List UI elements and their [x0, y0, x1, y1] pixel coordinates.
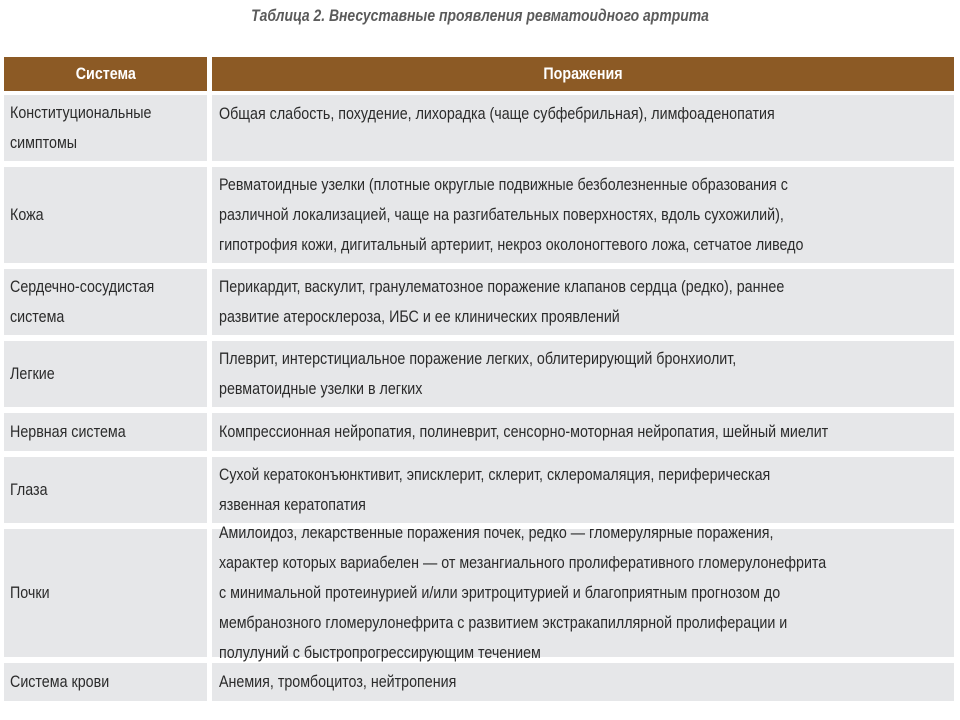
table-header-row — [4, 57, 954, 91]
system-cell — [4, 529, 207, 657]
table-row — [4, 341, 954, 407]
lesions-text: Амилоидоз, лекарственные поражения почек, редко — гломерулярные поражения, характер которых вариабелен — от мезангиального пролиферативного гломерулонефрита с минимальной протеинурией и/или эритроцитурией и благоприятным прогнозом до мембранозного гломерулонефрита с развитием экстракапиллярной пролиферации и полулуний с быстропрогрессирующим течением — [219, 523, 827, 662]
table-caption: Таблица 2. Внесуставные проявления ревматоидного артрита — [251, 6, 709, 25]
header-cell-lesions — [212, 57, 954, 91]
extra-articular-manifestations-table — [4, 57, 954, 701]
lesions-cell — [212, 663, 954, 701]
system-name: Нервная система — [10, 422, 126, 441]
system-cell — [4, 167, 207, 263]
table-row — [4, 269, 954, 335]
system-cell — [4, 663, 207, 701]
lesions-cell — [212, 95, 954, 161]
system-cell — [4, 457, 207, 523]
system-name: Легкие — [10, 364, 55, 383]
lesions-text: Компрессионная нейропатия, полиневрит, сенсорно-моторная нейропатия, шейный миелит — [219, 422, 829, 441]
system-cell — [4, 341, 207, 407]
lesions-cell — [212, 413, 954, 451]
table-row — [4, 95, 954, 161]
lesions-cell — [212, 457, 954, 523]
header-cell-system — [4, 57, 207, 91]
system-cell — [4, 413, 207, 451]
system-name: Кожа — [10, 205, 44, 224]
system-name: Почки — [10, 583, 50, 602]
lesions-cell — [212, 523, 954, 662]
table-row — [4, 457, 954, 523]
header-lesions-label: Поражения — [543, 64, 623, 83]
lesions-cell — [212, 269, 954, 335]
table-row — [4, 413, 954, 451]
table-row — [4, 523, 954, 662]
system-name: Система крови — [10, 672, 110, 691]
lesions-cell — [212, 341, 954, 407]
system-name: Сердечно-сосудистая система — [10, 277, 155, 326]
lesions-text: Ревматоидные узелки (плотные округлые подвижные безболезненные образования с различной локализацией, чаще на разгибательных поверхностях, вдоль сухожилий), гипотрофия кожи, дигитальный артериит, некроз околоногтевого ложа, сетчатое ливедо — [219, 175, 804, 254]
lesions-cell — [212, 167, 954, 263]
table-row — [4, 663, 954, 701]
table-row — [4, 167, 954, 263]
lesions-text: Общая слабость, похудение, лихорадка (чаще субфебрильная), лимфоаденопатия — [219, 104, 775, 123]
header-system-label: Система — [75, 64, 136, 83]
lesions-text: Анемия, тромбоцитоз, нейтропения — [219, 672, 457, 691]
lesions-text: Перикардит, васкулит, гранулематозное поражение клапанов сердца (редко), раннее развитие атеросклероза, ИБС и ее клинических проявлений — [219, 277, 785, 326]
system-name: Конституциональные симптомы — [10, 103, 152, 152]
system-cell — [4, 95, 207, 161]
lesions-text: Сухой кератоконъюнктивит, эписклерит, склерит, склеромаляция, периферическая язвенная кератопатия — [219, 465, 771, 514]
system-cell — [4, 269, 207, 335]
system-name: Глаза — [10, 480, 48, 499]
lesions-text: Плеврит, интерстициальное поражение легких, облитерирующий бронхиолит, ревматоидные узелки в легких — [219, 349, 737, 398]
